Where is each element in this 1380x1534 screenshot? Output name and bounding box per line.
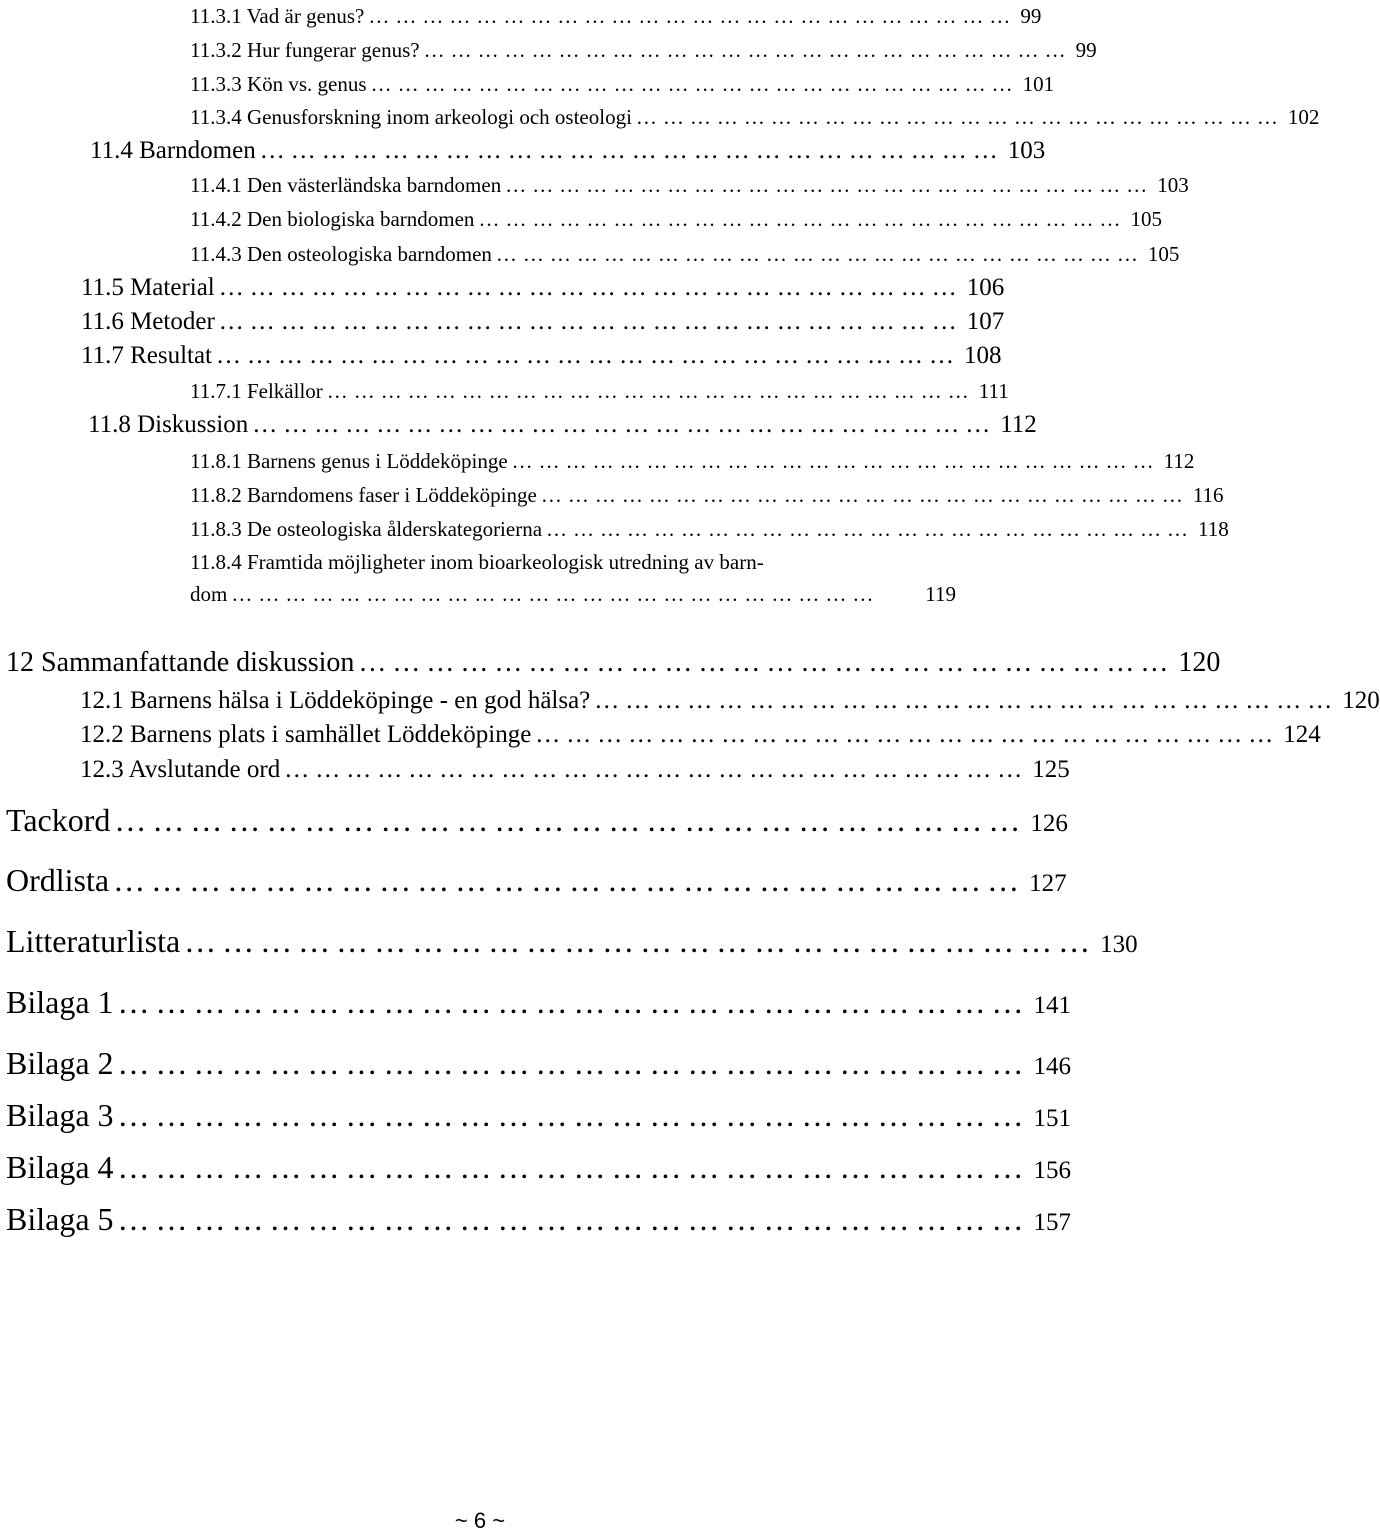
toc-leader: ………………………………………………………………	[326, 379, 975, 403]
toc-entry-label: Bilaga 1	[6, 984, 114, 1020]
toc-entry-page: 118	[1198, 517, 1229, 541]
toc-entry[interactable]	[6, 984, 1072, 1021]
toc-entry-page: 157	[1033, 1209, 1072, 1236]
toc-entry[interactable]	[6, 1045, 1072, 1082]
toc-leader: ………………………………………………………………	[546, 517, 1195, 541]
toc-entry-label: Bilaga 3	[6, 1097, 114, 1133]
toc-entry-page: 127	[1029, 870, 1067, 897]
toc-entry-label: 12.3 Avslutande ord	[80, 756, 281, 783]
toc-entry-page: 108	[964, 342, 1002, 369]
toc-entry[interactable]	[190, 72, 1055, 97]
toc-entry-label: 12 Sammanfattande diskussion	[6, 647, 355, 678]
toc-entry-label: 11.8.3 De osteologiska ålderskategorierna	[190, 517, 543, 541]
toc-entry-page: 146	[1033, 1053, 1072, 1080]
toc-leader: ………………………………………………………………	[259, 137, 1004, 164]
toc-entry[interactable]	[6, 1201, 1072, 1238]
toc-entry[interactable]	[6, 1149, 1072, 1186]
toc-entry-page: 103	[1157, 173, 1189, 197]
toc-leader: ………………………………………………………………	[216, 342, 961, 369]
toc-entry[interactable]	[88, 411, 1037, 439]
toc-entry-label: Bilaga 4	[6, 1149, 114, 1185]
toc-entry-page: 111	[978, 379, 1009, 403]
toc-entry-label: Bilaga 2	[6, 1045, 114, 1081]
toc-entry[interactable]	[190, 517, 1229, 542]
toc-entry[interactable]	[6, 647, 1221, 679]
toc-entry-page: 99	[1020, 4, 1042, 28]
toc-entry[interactable]	[190, 173, 1189, 198]
toc-leader: ………………………………………………………………	[117, 1201, 1030, 1237]
toc-entry-label: 11.3.4 Genusforskning inom arkeologi och osteologi	[190, 105, 632, 129]
toc-entry[interactable]	[190, 207, 1162, 232]
toc-entry[interactable]	[80, 721, 1321, 749]
toc-leader: ………………………………………………………………	[252, 411, 997, 438]
toc-entry-label: 11.3.3 Kön vs. genus	[190, 72, 367, 96]
toc-entry[interactable]	[190, 449, 1195, 474]
toc-entry[interactable]	[190, 379, 1009, 404]
toc-leader: ………………………………………………………………	[478, 207, 1127, 231]
toc-entry-page: 106	[966, 274, 1005, 301]
toc-entry-page: 141	[1033, 992, 1072, 1019]
toc-entry[interactable]	[190, 4, 1042, 29]
toc-entry-page: 124	[1283, 721, 1321, 748]
toc-leader: ………………………………………………………………	[231, 582, 880, 606]
toc-entry[interactable]	[80, 756, 1070, 784]
toc-entry-label: 11.7 Resultat	[81, 342, 213, 369]
toc-entry-page: 105	[1147, 242, 1180, 266]
toc-leader: ………………………………………………………………	[370, 72, 1019, 96]
toc-entry-label: dom	[190, 582, 228, 606]
toc-entry-label: 11.8.2 Barndomens faser i Löddeköpinge	[190, 483, 537, 507]
toc-entry-label: 11.7.1 Felkällor	[190, 379, 323, 403]
toc-entry-page: 120	[1342, 687, 1380, 714]
toc-leader: ………………………………………………………………	[117, 1149, 1030, 1185]
toc-entry[interactable]	[190, 105, 1320, 130]
toc-entry-page: 101	[1022, 72, 1055, 96]
toc-entry-label: 11.3.1 Vad är genus?	[190, 4, 365, 28]
toc-entry-label: 12.2 Barnens plats i samhället Löddeköpinge	[80, 721, 532, 748]
toc-leader: ………………………………………………………………	[495, 242, 1144, 266]
toc-leader: ………………………………………………………………	[117, 1045, 1030, 1081]
toc-leader: ………………………………………………………………	[535, 721, 1280, 748]
toc-entry-label: Bilaga 5	[6, 1201, 114, 1237]
toc-entry[interactable]	[190, 483, 1224, 508]
page-number: ~ 6 ~	[454, 1508, 506, 1533]
toc-leader: ………………………………………………………………	[114, 802, 1027, 838]
toc-entry-page: 156	[1033, 1157, 1072, 1184]
toc-entry-page: 116	[1192, 483, 1224, 507]
toc-entry[interactable]	[90, 137, 1046, 165]
toc-entry-label: 11.4.2 Den biologiska barndomen	[190, 207, 475, 231]
toc-leader: ………………………………………………………………	[635, 105, 1284, 129]
toc-leader: ………………………………………………………………	[117, 984, 1030, 1020]
toc-entry-label: 11.4.3 Den osteologiska barndomen	[190, 242, 492, 266]
toc-leader: ………………………………………………………………	[594, 687, 1339, 714]
toc-leader: ………………………………………………………………	[184, 923, 1097, 959]
toc-entry-label: 12.1 Barnens hälsa i Löddeköpinge - en god hälsa?	[80, 687, 591, 714]
toc-leader: ………………………………………………………………	[505, 173, 1154, 197]
toc-leader: ………………………………………………………………	[284, 756, 1029, 783]
toc-entry-page: 112	[1163, 449, 1195, 473]
toc-leader: ………………………………………………………………	[113, 862, 1026, 898]
toc-entry[interactable]	[81, 274, 1005, 302]
toc-entry-page: 103	[1007, 137, 1046, 164]
toc-entry-page: 99	[1075, 38, 1097, 62]
toc-leader: ………………………………………………………………	[423, 38, 1072, 62]
toc-entry-page: 130	[1100, 931, 1138, 958]
toc-entry-page: 126	[1030, 810, 1068, 837]
toc-leader: ………………………………………………………………	[368, 4, 1017, 28]
toc-leader: ………………………………………………………………	[540, 483, 1189, 507]
toc-leader: ………………………………………………………………	[117, 1097, 1030, 1133]
toc-entry-page: 151	[1033, 1105, 1072, 1132]
toc-entry-label: 11.4.1 Den västerländska barndomen	[190, 173, 502, 197]
toc-entry-label: 11.3.2 Hur fungerar genus?	[190, 38, 420, 62]
toc-entry-label: 11.5 Material	[81, 274, 215, 301]
toc-entry-label: 11.4 Barndomen	[90, 137, 256, 164]
toc-entry-label: 11.6 Metoder	[81, 308, 215, 335]
toc-entry-label: 11.8 Diskussion	[88, 411, 249, 438]
toc-entry-label: Ordlista	[6, 862, 110, 898]
toc-entry-page: 105	[1130, 207, 1162, 231]
toc-entry-page: 112	[1000, 411, 1037, 438]
toc-entry[interactable]	[81, 342, 1002, 370]
toc-entry[interactable]	[6, 862, 1067, 899]
toc-entry-label-line1: 11.8.4 Framtida möjligheter inom bioarkeologisk utredning av barn-	[190, 550, 764, 574]
toc-entry-page: 107	[966, 308, 1005, 335]
toc-entry[interactable]	[81, 308, 1005, 336]
toc-entry-label: 11.8.1 Barnens genus i Löddeköpinge	[190, 449, 508, 473]
toc-entry[interactable]	[6, 802, 1068, 839]
toc-leader: ………………………………………………………………	[511, 449, 1160, 473]
toc-entry[interactable]	[6, 923, 1138, 960]
toc-entry[interactable]	[190, 38, 1097, 63]
toc-entry[interactable]	[80, 687, 1380, 715]
toc-entry-label: Tackord	[6, 802, 111, 838]
toc-entry[interactable]	[190, 242, 1180, 267]
toc-entry-page: 102	[1287, 105, 1320, 129]
toc-entry[interactable]	[6, 1097, 1072, 1134]
toc-entry-label: Litteraturlista	[6, 923, 181, 959]
toc-entry-page: 125	[1032, 756, 1070, 783]
toc-entry-page: 119	[925, 582, 956, 606]
toc-entry-page: 120	[1178, 647, 1221, 678]
toc-leader: ………………………………………………………………	[218, 274, 963, 301]
toc-leader: ………………………………………………………………	[358, 647, 1175, 678]
toc-leader: ………………………………………………………………	[218, 308, 963, 335]
toc-entry[interactable]	[190, 582, 956, 607]
